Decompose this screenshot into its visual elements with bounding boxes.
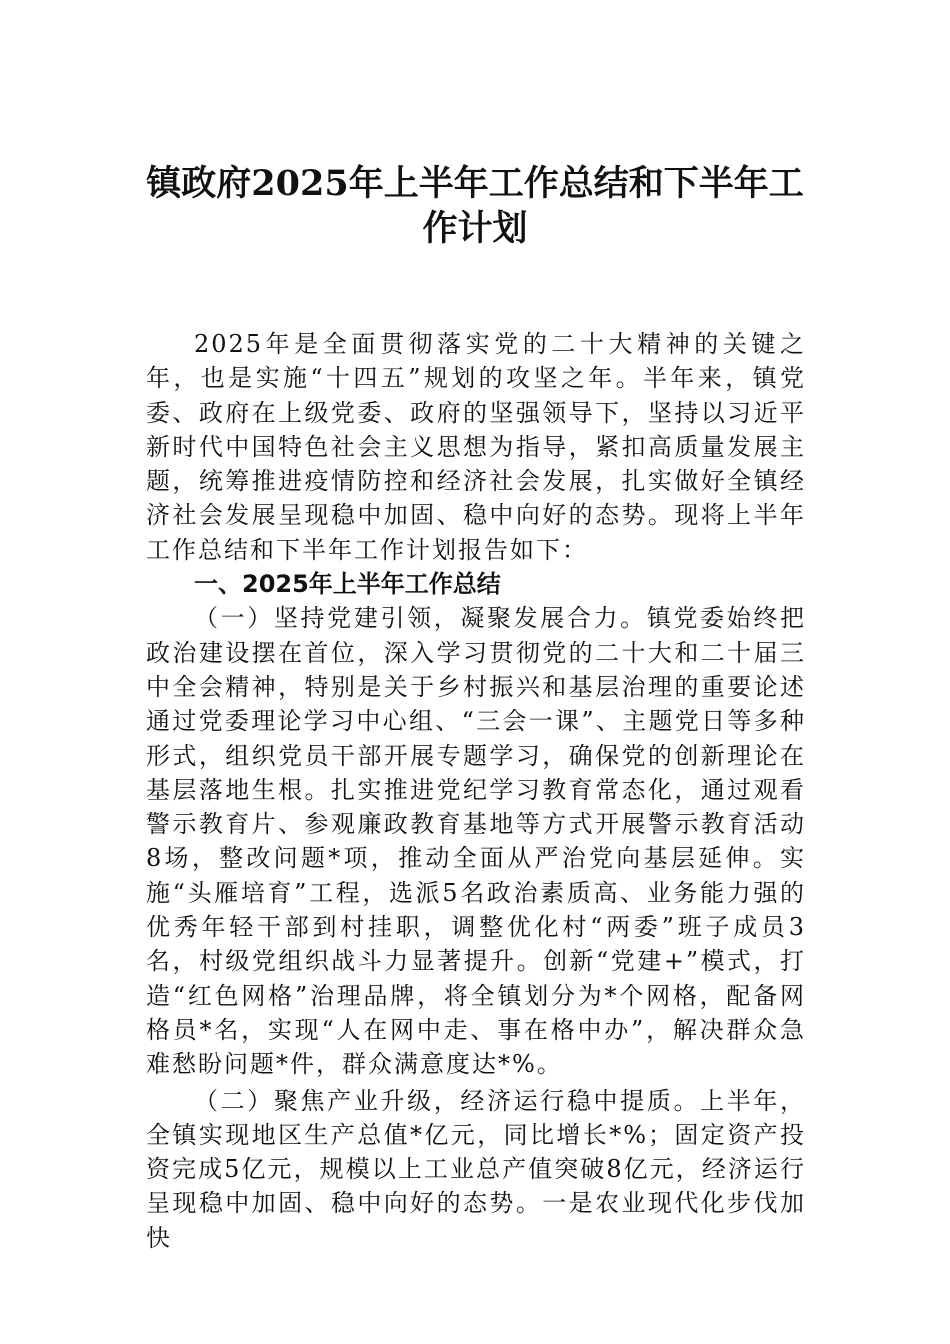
subsection-2-paragraph: （二）聚焦产业升级，经济运行稳中提质。上半年，全镇实现地区生产总值*亿元，同比增长*%；固定资产投资完成5亿元，规模以上工业总产值突破8亿元，经济运行呈现稳中加固、稳中向好的态势。一是农业现代化步伐加快 [146, 1086, 806, 1252]
intro-paragraph: 2025年是全面贯彻落实党的二十大精神的关键之年，也是实施“十四五”规划的攻坚之年。半年来，镇党委、政府在上级党委、政府的坚强领导下，坚持以习近平新时代中国特色社会主义思想为指导，紧扣高质量发展主题，统筹推进疫情防控和经济社会发展，扎实做好全镇经济社会发展呈现稳中加固、稳中向好的态势。现将上半年工作总结和下半年工作计划报告如下： [146, 330, 806, 564]
document-title-line-2: 作计划 [422, 208, 528, 249]
section-heading-1: 一、2025年上半年工作总结 [194, 570, 501, 599]
document-title-line-1: 镇政府2025年上半年工作总结和下半年工 [146, 163, 804, 204]
document-body [146, 327, 806, 1255]
subsection-1-paragraph: （一）坚持党建引领，凝聚发展合力。镇党委始终把政治建设摆在首位，深入学习贯彻党的二十大和二十届三中全会精神，特别是关于乡村振兴和基层治理的重要论述通过党委理论学习中心组、“三会一课”、主题党日等多种形式，组织党员干部开展专题学习，确保党的创新理论在基层落地生根。扎实推进党纪学习教育常态化，通过观看警示教育片、参观廉政教育基地等方式开展警示教育活动8场，整改问题*项，推动全面从严治党向基层延伸。实施“头雁培育”工程，选派5名政治素质高、业务能力强的优秀年轻干部到村挂职，调整优化村“两委”班子成员3名，村级党组织战斗力显著提升。创新“党建+”模式，打造“红色网格”治理品牌，将全镇划分为*个网格，配备网格员*名，实现“人在网中走、事在格中办”，解决群众急难愁盼问题*件，群众满意度达*%。 [146, 604, 806, 1079]
